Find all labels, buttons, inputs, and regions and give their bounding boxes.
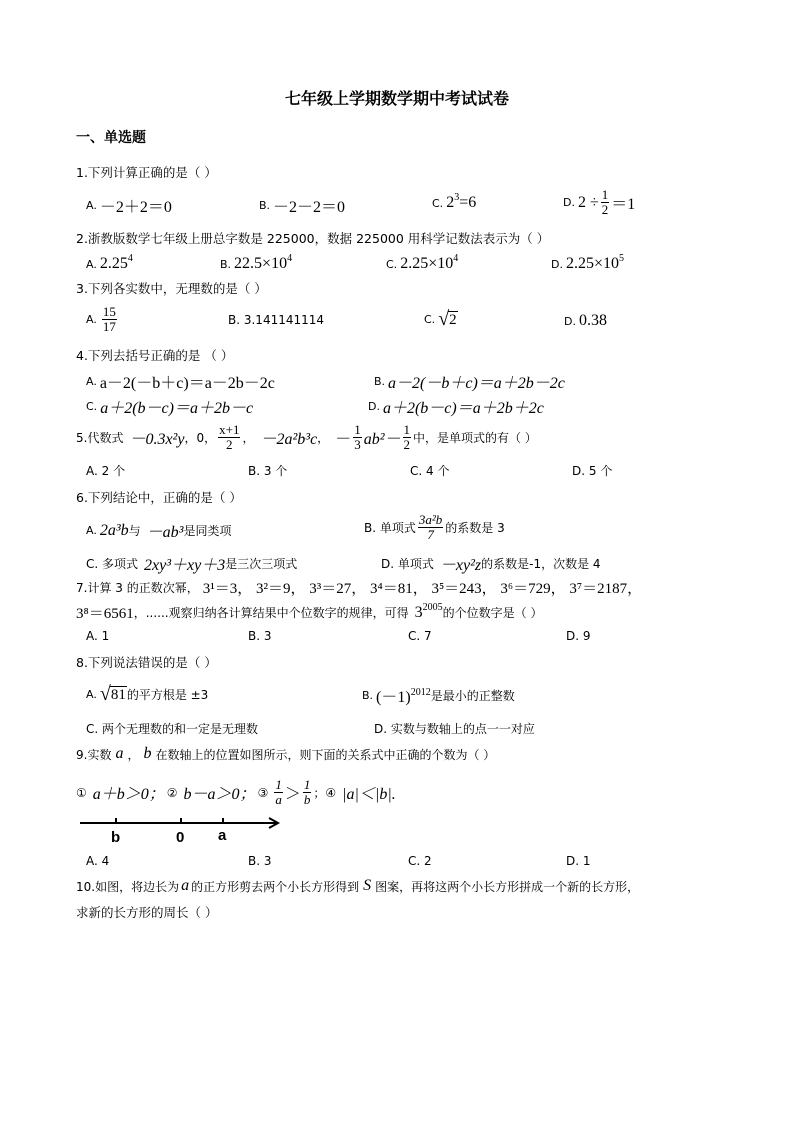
label-b: b [111, 829, 121, 846]
q4-option-d: D. a＋2(b－c)＝a＋2b＋2c [368, 400, 544, 417]
q6-option-b: B. 单项式 $\frac{\text{3a²b}}{7}$ 的系数是 3 [364, 512, 505, 542]
question-7-line-1: 7.计算 3 的正数次幂， 3¹＝3， 3²＝9， 3³＝27， 3⁴＝81， 3⁵＝243， 3⁶＝729， 3⁷＝2187， [76, 581, 643, 597]
q6-option-d: D. 单项式 －xy²z 的系数是-1，次数是 4 [381, 557, 601, 574]
q2-option-d: D. $2.25\times 10^5$ [551, 253, 624, 272]
q3-option-c: C. √ 2 [424, 308, 457, 330]
q1-option-d: D. 2 ÷ $\frac{1}{2}$ ＝1 [563, 187, 636, 217]
question-4-stem: 4.下列去括号正确的是 （ ） [76, 348, 234, 363]
q7-option-c: C. 7 [408, 629, 432, 643]
q9-option-b: B. 3 [248, 854, 272, 868]
label-a: a [218, 827, 227, 844]
q3-option-d: D. 0.38 [564, 312, 607, 329]
question-10-line-2: 求新的长方形的周长（ ） [76, 905, 218, 920]
q6-option-c: C. 多项式 2xy³＋xy＋3 是三次三项式 [86, 557, 298, 574]
q1-option-b: B. －2－2＝0 [259, 199, 346, 216]
q4-option-c: C. a＋2(b－c)＝a＋2b－c [86, 400, 254, 417]
q7-option-b: B. 3 [248, 629, 272, 643]
q9-option-c: C. 2 [408, 854, 432, 868]
question-5-stem: 5.代数式 －0.3x²y ，0， $\frac{x+1}{2}$ ， －2a²b³c ， － $\frac{1}{3}$ ab²－ $\frac{1}{2}$ 中，是单项式的有（ ） [76, 422, 537, 452]
question-6-stem: 6.下列结论中，正确的是（ ） [76, 490, 242, 505]
q1-option-a: A. －2＋2＝0 [86, 199, 172, 216]
q5-option-a: A. 2 个 [86, 464, 126, 478]
q7-option-a: A. 1 [86, 629, 110, 643]
q9-option-a: A. 4 [86, 854, 110, 868]
q5-option-b: B. 3 个 [248, 464, 288, 478]
q7-option-d: D. 9 [566, 629, 591, 643]
q3-option-b: B. 3.141141114 [228, 313, 325, 327]
q5-option-c: C. 4 个 [410, 464, 450, 478]
q8-option-d: D. 实数与数轴上的点一一对应 [374, 722, 535, 736]
q8-option-a: A. √ 81 的平方根是 ±3 [86, 683, 209, 705]
q5-option-d: D. 5 个 [572, 464, 613, 478]
question-3-stem: 3.下列各实数中，无理数的是（ ） [76, 281, 267, 296]
q2-option-b: B. $22.5\times 10^4$ [220, 253, 293, 272]
question-9-stem: 9.实数 a ， b 在数轴上的位置如图所示，则下面的关系式中正确的个数为（ ） [76, 745, 496, 762]
question-1-stem: 1.下列计算正确的是（ ） [76, 165, 217, 180]
q2-option-c: C. $2.25\times 10^4$ [386, 253, 459, 272]
q8-option-b: B. $(-1)^{2012}$ 是最小的正整数 [362, 687, 515, 706]
question-10-line-1: 10.如图，将边长为 a 的正方形剪去两个小长方形得到 S 图案，再将这两个小长方形拼成一个新的长方形， [76, 877, 640, 894]
q8-option-c: C. 两个无理数的和一定是无理数 [86, 722, 259, 736]
q2-option-a: A. 2.25$^4$ [86, 253, 133, 272]
q9-option-d: D. 1 [566, 854, 591, 868]
question-9-relations: ① a＋b＞0； ② b－a＞0； ③ $\frac{1}{a}$ ＞ $\frac{1}{b}$ ； ④ |a|＜|b|. [76, 777, 396, 807]
page-title: 七年级上学期数学期中考试试卷 [284, 89, 509, 108]
number-line-figure [78, 812, 288, 846]
q6-option-a: A. 2a³b 与 －ab³ 是同类项 [86, 521, 232, 541]
q1-option-c: C. $2^3=6$ [432, 192, 477, 211]
section-heading: 一、单选题 [76, 130, 146, 146]
question-2-stem: 2.浙教版数学七年级上册总字数是 225000，数据 225000 用科学记数法表示为（ ） [76, 231, 550, 246]
q4-option-a: A. a－2(－b＋c)＝a－2b－2c [86, 375, 275, 392]
label-zero: 0 [176, 829, 185, 846]
q4-option-b: B. a－2(－b＋c)＝a＋2b－2c [374, 375, 565, 392]
question-8-stem: 8.下列说法错误的是（ ） [76, 655, 217, 670]
question-7-line-2: 3⁸＝6561 ，......观察归纳各计算结果中个位数字的规律，可得 $3^{2005}$ 的个位数字是（ ） [76, 601, 543, 622]
q3-option-a: A. $\frac{15}{17}$ [86, 304, 116, 334]
